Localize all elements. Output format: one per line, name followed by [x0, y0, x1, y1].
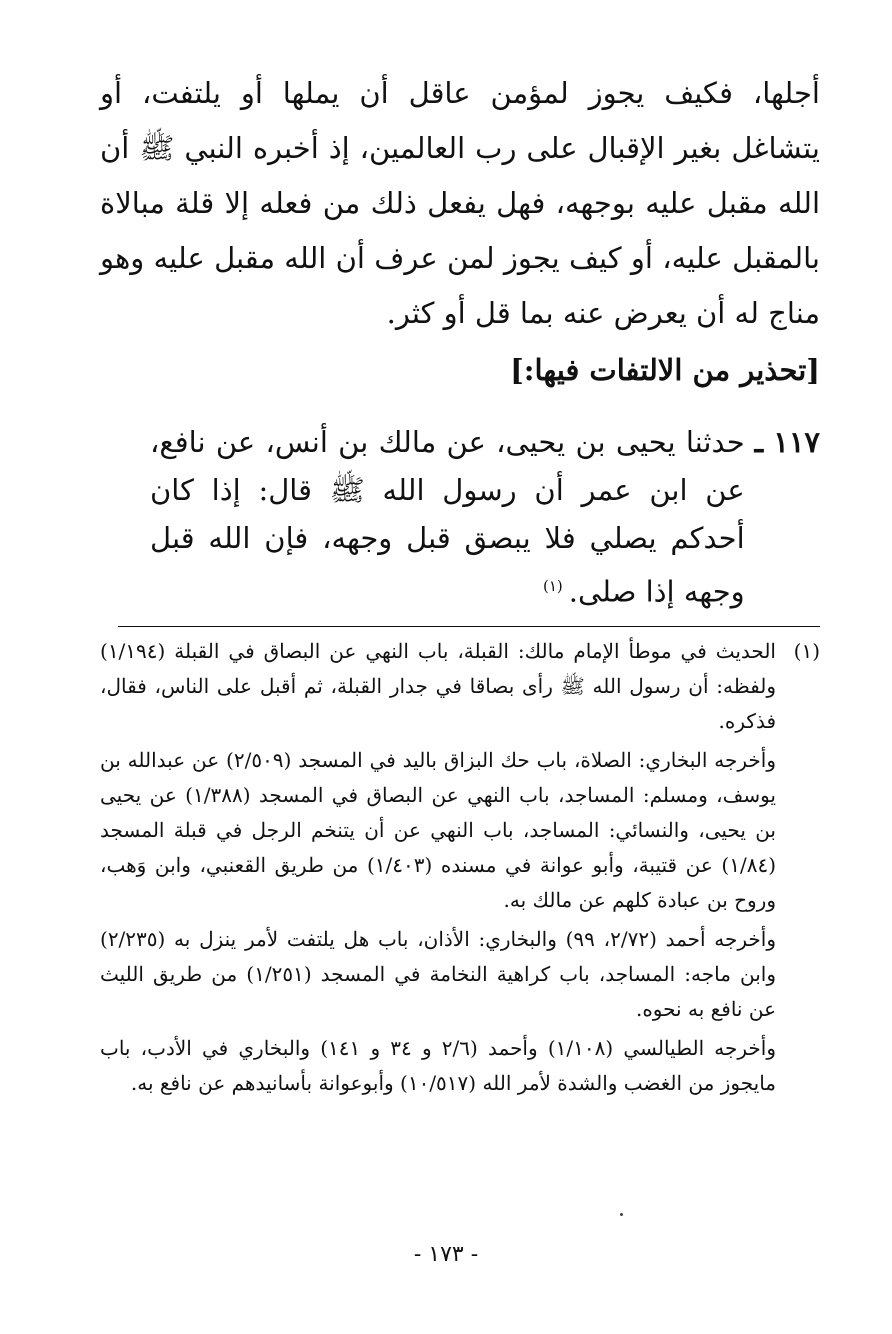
scan-speck	[620, 1213, 623, 1216]
main-text-block	[100, 66, 820, 341]
footnote-body	[100, 634, 776, 1101]
footnote-paragraph: وأخرجه أحمد (٢/٧٢، ٩٩) والبخاري: الأذان، باب هل يلتفت لأمر ينزل به (٢/٢٣٥) وابن ماجه: المساجد، باب كراهية النخامة في المسجد (١/٢٥١) من طريق الليث عن نافع به نحوه.	[100, 927, 776, 1021]
page-number: - ١٧٣ -	[413, 1242, 479, 1267]
hadith-number: ١١٧ ـ	[754, 425, 820, 459]
footnote-reference: (١)	[542, 577, 563, 595]
footnote-paragraph: وأخرجه البخاري: الصلاة، باب حك البزاق باليد في المسجد (٢/٥٠٩) عن عبدالله بن يوسف، ومسلم: المساجد، باب النهي عن البصاق في المسجد (١/٣٨٨) عن يحيى بن يحيى، والنسائي: المساجد، باب النهي عن أن يتنخم الرجل في قبلة المسجد (١/٨٤) عن قتيبة، وأبو عوانة في مسنده (١/٤٠٣) من طريق القعنبي، وابن وَهب، وروح بن عبادة كلهم عن مالك به.	[100, 748, 776, 912]
footnote-paragraph: الحديث في موطأ الإمام مالك: القبلة، باب النهي عن البصاق في القبلة (١/١٩٤) ولفظه: أن رسول الله ﷺ رأى بصاقا في جدار القبلة، ثم أقبل على الناس، فقال، فذكره.	[100, 639, 776, 733]
footnote-number: (١)	[793, 639, 820, 663]
hadith-text: حدثنا يحيى بن يحيى، عن مالك بن أنس، عن نافع، عن ابن عمر أن رسول الله ﷺ قال: إذا كان أحدكم يصلي فلا يبصق قبل وجهه، فإن الله قبل وجهه إذا صلى.	[150, 425, 745, 609]
footnote-divider	[118, 626, 820, 627]
footnote-paragraph: وأخرجه الطيالسي (١/١٠٨) وأحمد (٢/٦ و ٣٤ و ١٤١) والبخاري في الأدب، باب مايجوز من الغضب والشدة لأمر الله (١٠/٥١٧) وأبوعوانة بأسانيدهم عن نافع به.	[100, 1036, 777, 1095]
section-heading: [تحذير من الالتفات فيها:]	[510, 353, 820, 387]
hadith-body	[150, 418, 745, 616]
footnotes-block	[100, 634, 820, 1101]
hadith-block	[150, 418, 820, 616]
main-paragraph: أجلها، فكيف يجوز لمؤمن عاقل أن يملها أو يلتفت، أو يتشاغل بغير الإقبال على رب العالمين، إذ أخبره النبي ﷺ أن الله مقبل عليه بوجهه، فهل يفعل ذلك من فعله إلا قلة مبالاة بالمقبل عليه، أو كيف يجوز لمن عرف أن الله مقبل عليه وهو مناج له أن يعرض عنه بما قل أو كثر.	[100, 76, 820, 330]
